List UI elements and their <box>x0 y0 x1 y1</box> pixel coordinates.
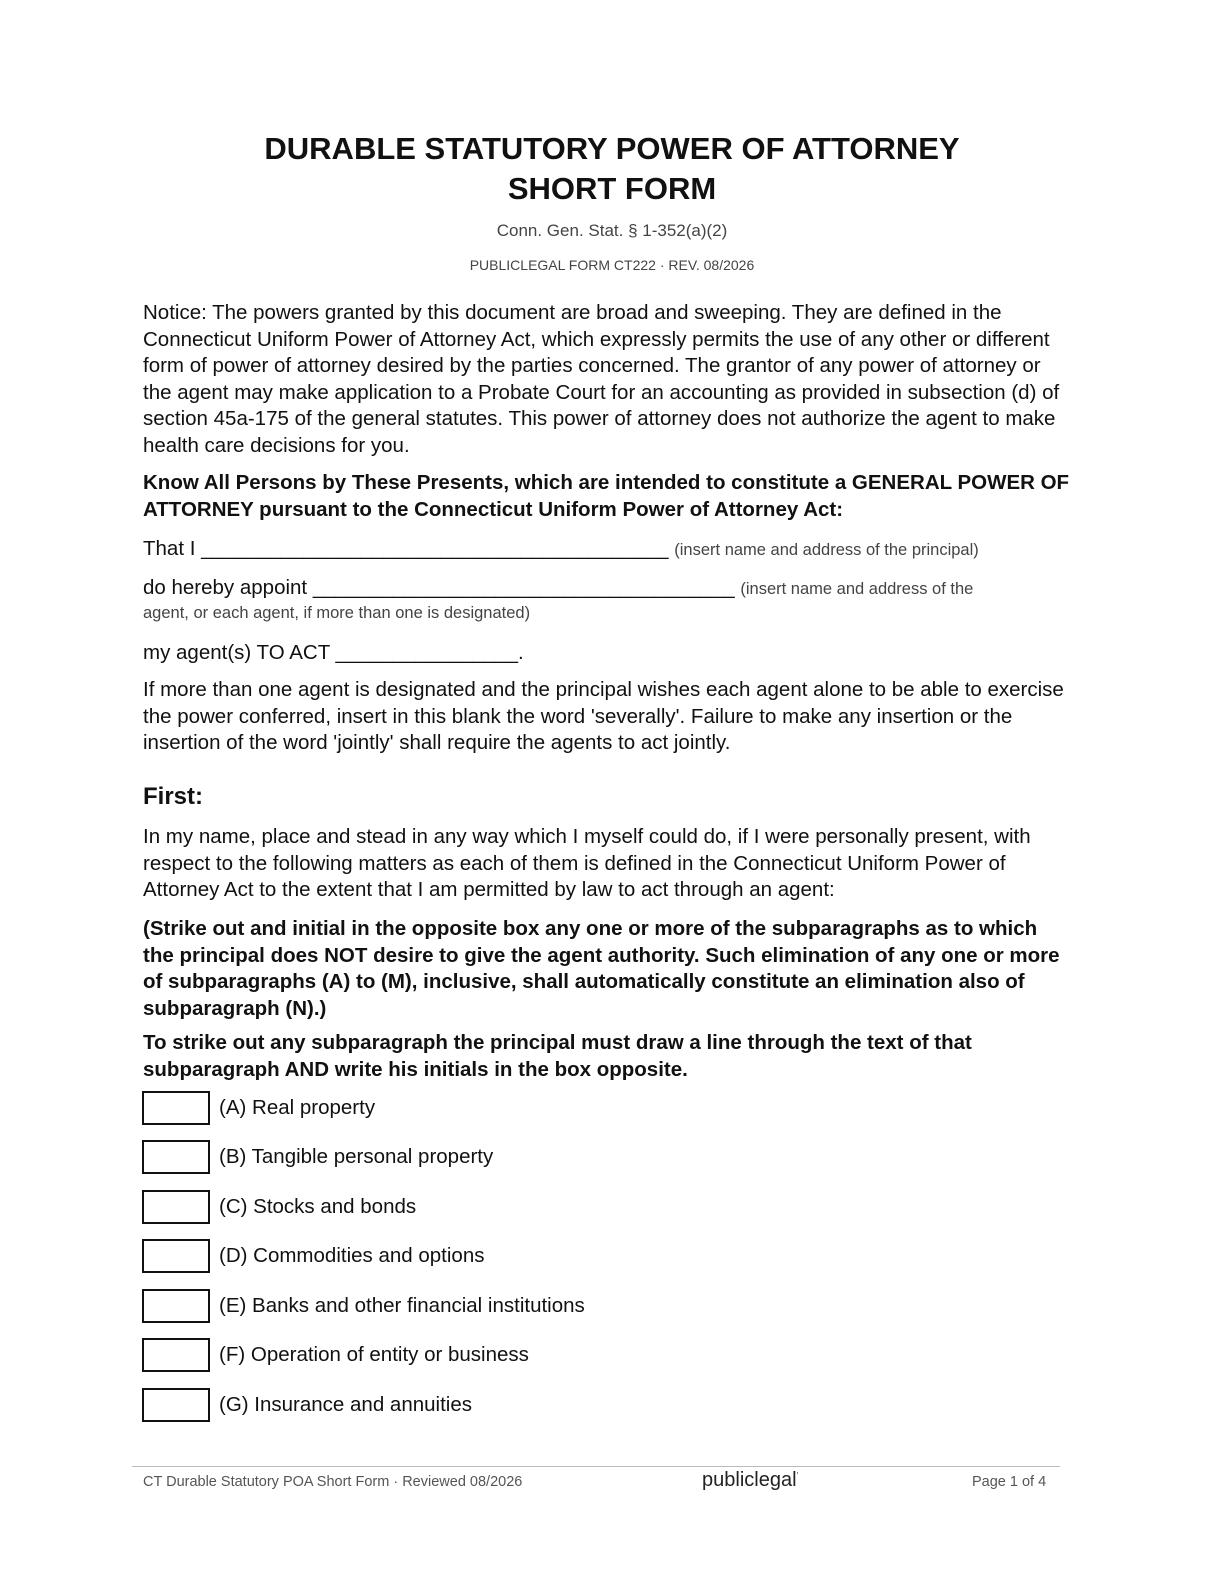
strike-instructions: (Strike out and initial in the opposite box any one or more of the subparagraphs as to which the principal does NOT desire to give the agent authority. Such elimination of any one or more of subparagraphs (A) to (M), inclusive, shall automatically constitute an elimination also of subparagraph (N).) <box>143 917 1060 1020</box>
form-id: PUBLICLEGAL FORM CT222 · REV. 08/2026 <box>469 257 755 273</box>
agent-hint-continued: agent, or each agent, if more than one is designated) <box>143 604 531 622</box>
subparagraph-label: (G) Insurance and annuities <box>219 1393 472 1416</box>
know-all-paragraph: Know All Persons by These Presents, which are intended to constitute a GENERAL POWER OF ATTORNEY pursuant to the Connecticut Uniform Power of Attorney Act: <box>143 471 1070 521</box>
subparagraph-label: (E) Banks and other financial institutions <box>219 1294 585 1317</box>
act-row <box>143 640 524 666</box>
principal-prefix: That I <box>143 537 202 560</box>
initials-box[interactable] <box>142 1289 210 1323</box>
subparagraph-label: (D) Commodities and options <box>219 1244 485 1267</box>
brand-wordmark: publiclegal <box>702 1469 797 1491</box>
initials-box[interactable] <box>142 1140 210 1174</box>
act-suffix: . <box>517 641 524 664</box>
footer-form-name: CT Durable Statutory POA Short Form · Reviewed 08/2026 <box>143 1474 523 1490</box>
subparagraph-label: (C) Stocks and bonds <box>219 1195 417 1218</box>
initials-box[interactable] <box>142 1190 210 1224</box>
principal-hint: (insert name and address of the principal) <box>674 541 979 559</box>
brand-mark: ' <box>796 1470 799 1481</box>
subparagraph-b <box>142 1138 493 1176</box>
strike-how: To strike out any subparagraph the principal must draw a line through the text of that subparagraph AND write his initials in the box opposite. <box>143 1031 972 1081</box>
first-body: In my name, place and stead in any way which I myself could do, if I were personally present, with respect to the following matters as each of them is defined in the Connecticut Uniform Power of Attorney Act to the extent that I am permitted by law to act through an agent: <box>143 825 1031 901</box>
subparagraph-f <box>142 1336 529 1374</box>
footer-divider <box>132 1466 1060 1467</box>
subparagraph-d <box>142 1237 484 1275</box>
agent-row <box>143 575 973 602</box>
agent-blank[interactable]: _____________________________________ <box>312 576 735 599</box>
page-number: Page 1 of 4 <box>972 1474 1047 1490</box>
initials-box[interactable] <box>142 1239 210 1273</box>
act-prefix: my agent(s) TO ACT <box>143 641 336 664</box>
subparagraph-c <box>142 1188 416 1226</box>
footer-brand-logo <box>702 1469 798 1492</box>
statute-citation: Conn. Gen. Stat. § 1-352(a)(2) <box>496 221 728 240</box>
document-title-line2: SHORT FORM <box>507 171 717 206</box>
initials-box[interactable] <box>142 1388 210 1422</box>
subparagraph-a <box>142 1089 375 1127</box>
subparagraph-label: (A) Real property <box>219 1096 376 1119</box>
subparagraph-g <box>142 1386 472 1424</box>
initials-box[interactable] <box>142 1091 210 1125</box>
initials-box[interactable] <box>142 1338 210 1372</box>
act-instructions: If more than one agent is designated and the principal wishes each agent alone to be able to exercise the power conferred, insert in this blank the word 'severally'. Failure to make any insertion or the insertion of the word 'jointly' shall require the agents to act jointly. <box>143 678 1064 754</box>
principal-row <box>143 536 979 563</box>
subparagraph-label: (B) Tangible personal property <box>219 1145 494 1168</box>
first-heading: First: <box>143 783 203 810</box>
subparagraph-e <box>142 1287 585 1325</box>
principal-blank[interactable]: _________________________________________ <box>201 537 669 560</box>
act-blank[interactable]: ________________ <box>335 641 518 664</box>
agent-prefix: do hereby appoint <box>143 576 313 599</box>
notice-paragraph: Notice: The powers granted by this document are broad and sweeping. They are defined in the Connecticut Uniform Power of Attorney Act, which expressly permits the use of any other or different form of power of attorney desired by the parties concerned. The grantor of any power of attorney or the agent may make application to a Probate Court for an accounting as provided in subsection (d) of section 45a-175 of the general statutes. This power of attorney does not authorize the agent to make health care decisions for you. <box>143 301 1060 457</box>
document-title-line1: DURABLE STATUTORY POWER OF ATTORNEY <box>264 131 960 166</box>
subparagraph-label: (F) Operation of entity or business <box>219 1343 529 1366</box>
agent-hint: (insert name and address of the <box>740 580 974 598</box>
